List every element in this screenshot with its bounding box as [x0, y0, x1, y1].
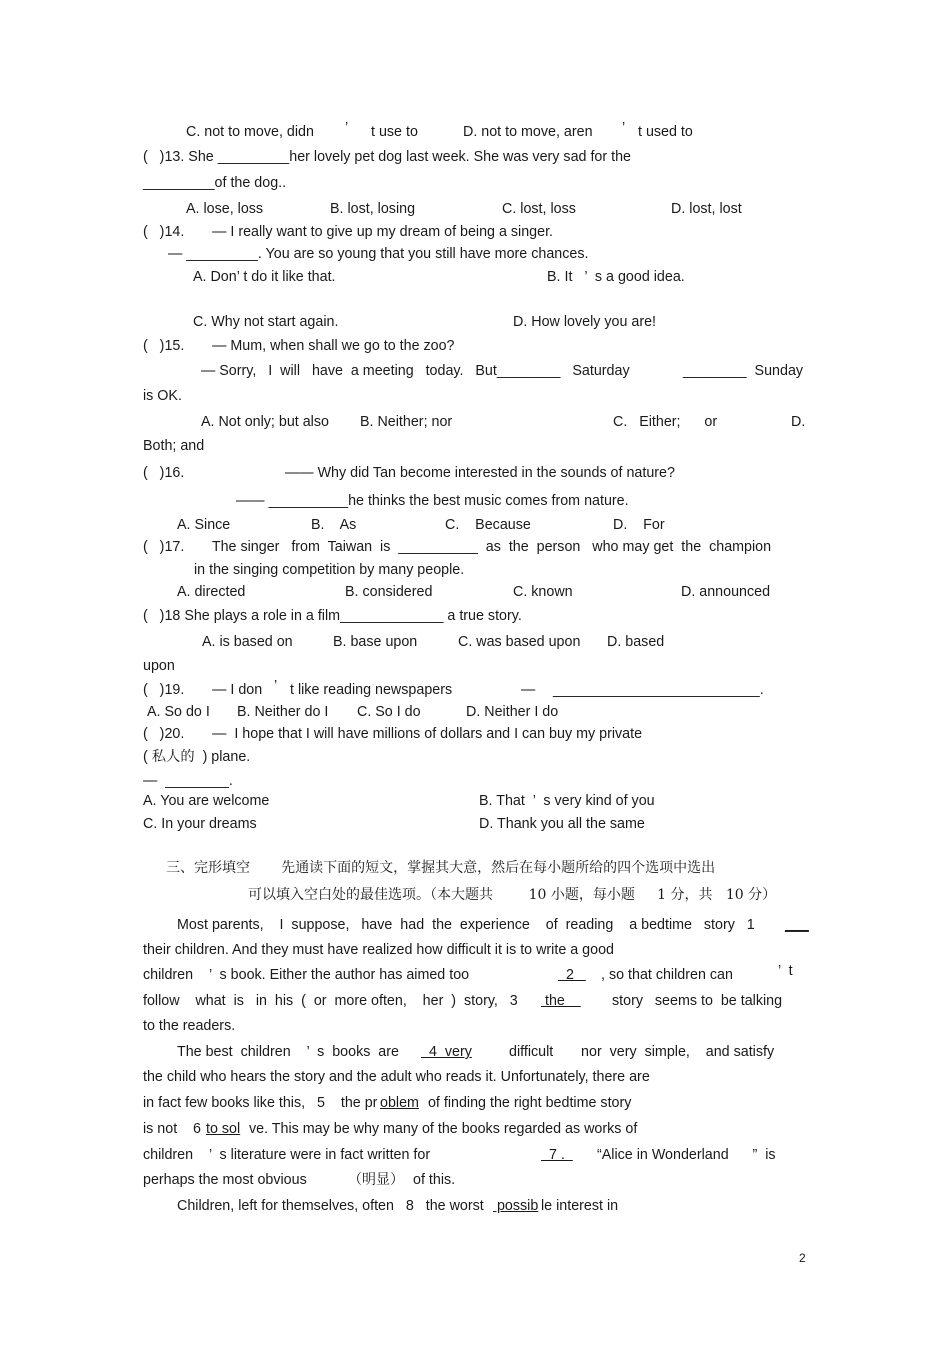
option-d-q17: D. announced [681, 584, 771, 600]
option-d-q15: D. [791, 414, 806, 430]
question-16: ( )16. [143, 465, 185, 481]
blank-6: to sol [206, 1121, 241, 1137]
passage-line: le interest in [541, 1198, 619, 1214]
page-number: 2 [799, 1251, 806, 1265]
option-d-q14: D. How lovely you are! [513, 314, 657, 330]
passage-line: their children. And they must have realized how difficult it is to write a good [143, 942, 614, 958]
question-19-dash: — [521, 682, 536, 698]
passage-line: The best children ’ s books are [177, 1044, 399, 1060]
option-b-q15: B. Neither; nor [360, 414, 453, 430]
question-15-reply-cont: ________ Sunday [683, 363, 804, 379]
option-a-q14: A. Don’ t do it like that. [193, 269, 336, 285]
option-a-q18: A. is based on [202, 634, 293, 650]
option-d-q13: D. lost, lost [671, 201, 742, 217]
passage-line: ’ t [778, 963, 793, 979]
option-d-q16: D. For [613, 517, 665, 533]
question-19-blank: __________________________. [553, 682, 764, 698]
option-a-q16: A. Since [177, 517, 231, 533]
passage-line: of finding the right bedtime story [424, 1095, 632, 1111]
option-a-q17: A. directed [177, 584, 246, 600]
option-d-q12-cont: t used to [638, 124, 693, 140]
question-17: ( )17. The singer from Taiwan is __________ as the person who may get the champion [143, 539, 772, 555]
option-a-q13: A. lose, loss [186, 201, 264, 217]
option-d-q20: D. Thank you all the same [479, 816, 645, 832]
question-20-cont: ( 私人的 ) plane. [143, 749, 251, 765]
passage-line: ve. This may be why many of the books regarded as works of [249, 1121, 638, 1137]
option-b-q17: B. considered [345, 584, 433, 600]
passage-line: “Alice in Wonderland ” is [597, 1147, 776, 1163]
option-c-q19: C. So I do [357, 704, 421, 720]
question-14-reply: — _________. You are so young that you still have more chances. [168, 246, 589, 262]
option-a-q15: A. Not only; but also [201, 414, 329, 430]
passage-line: to the readers. [143, 1018, 236, 1034]
question-14: ( )14. — I really want to give up my dream of being a singer. [143, 224, 554, 240]
option-b-q19: B. Neither do I [237, 704, 329, 720]
passage-line: the child who hears the story and the adult who reads it. Unfortunately, there are [143, 1069, 650, 1085]
blank-5: oblem [380, 1095, 419, 1111]
option-d-q18: D. based [607, 634, 665, 650]
question-15-reply: — Sorry, I will have a meeting today. But________ Saturday [201, 363, 630, 379]
question-17-cont: in the singing competition by many people. [194, 562, 465, 578]
option-d-q19: D. Neither I do [466, 704, 559, 720]
blank-4: 4 very [421, 1044, 472, 1060]
option-b-q20: B. That ’ s very kind of you [479, 793, 655, 809]
option-c-q18: C. was based upon [458, 634, 581, 650]
option-c-q12-cont: t use to [371, 124, 418, 140]
option-d-q15-cont: Both; and [143, 438, 205, 454]
option-b-q18: B. base upon [333, 634, 418, 650]
blank-1: ___ [785, 917, 809, 933]
question-15-reply-end: is OK. [143, 388, 182, 404]
question-15: ( )15. — Mum, when shall we go to the zoo? [143, 338, 455, 354]
passage-line: perhaps the most obvious [143, 1172, 307, 1188]
passage-line: Most parents, I suppose, have had the experience of reading a bedtime story 1 [177, 917, 755, 933]
question-13-cont: _________of the dog.. [143, 175, 287, 191]
passage-line: follow what is in his ( or more often, her ) story, 3 [143, 993, 518, 1009]
option-a-q20: A. You are welcome [143, 793, 270, 809]
question-19: ( )19. — I don [143, 682, 263, 698]
blank-2: 2 [558, 967, 586, 983]
question-13: ( )13. She _________her lovely pet dog last week. She was very sad for the [143, 149, 631, 165]
question-18: ( )18 She plays a role in a film_____________ a true story. [143, 608, 522, 624]
option-b-q16: B. As [311, 517, 357, 533]
blank-3: the [541, 993, 581, 1009]
passage-line: children ’ s book. Either the author has aimed too [143, 967, 470, 983]
section-instructions: 可以填入空白处的最佳选项。（本大题共 10 小题，每小题 1 分，共 10 分） [248, 887, 777, 903]
passage-line: in fact few books like this, 5 the pr [143, 1095, 378, 1111]
question-19-cont: t like reading newspapers [290, 682, 453, 698]
apostrophe: ’ [274, 678, 278, 694]
option-c-q14: C. Why not start again. [193, 314, 339, 330]
blank-7: 7 . [541, 1147, 573, 1163]
question-16-reply: —— __________he thinks the best music comes from nature. [236, 493, 629, 509]
question-16-prompt: —— Why did Tan become interested in the sounds of nature? [285, 465, 675, 481]
blank-8: possib [493, 1198, 539, 1214]
question-20-reply: — ________. [143, 773, 233, 789]
passage-line: children ’ s literature were in fact written for [143, 1147, 431, 1163]
option-b-q13: B. lost, losing [330, 201, 416, 217]
option-c-q15: C. Either; or [613, 414, 718, 430]
passage-line: , so that children can [601, 967, 733, 983]
option-b-q14: B. It ’ s a good idea. [547, 269, 685, 285]
passage-line: story seems to be talking [612, 993, 783, 1009]
passage-line: Children, left for themselves, often 8 the worst [177, 1198, 484, 1214]
passage-line: is not 6 [143, 1121, 209, 1137]
option-c-q13: C. lost, loss [502, 201, 576, 217]
option-a-q19: A. So do I [147, 704, 210, 720]
option-d-q18-cont: upon [143, 658, 175, 674]
passage-line: difficult nor very simple, and satisfy [509, 1044, 775, 1060]
passage-line: of this. [413, 1172, 456, 1188]
option-d-q12: D. not to move, aren [463, 124, 593, 140]
option-c-q12: C. not to move, didn [186, 124, 314, 140]
gloss-obvious: （明显） [348, 1172, 404, 1188]
section-heading: 三、完形填空 先通读下面的短文，掌握其大意，然后在每小题所给的四个选项中选出 [166, 860, 716, 876]
question-20: ( )20. — I hope that I will have millions of dollars and I can buy my private [143, 726, 643, 742]
option-c-q16: C. Because [445, 517, 531, 533]
option-c-q17: C. known [513, 584, 573, 600]
apostrophe: ’ [345, 120, 349, 136]
apostrophe: ’ [622, 120, 626, 136]
option-c-q20: C. In your dreams [143, 816, 257, 832]
